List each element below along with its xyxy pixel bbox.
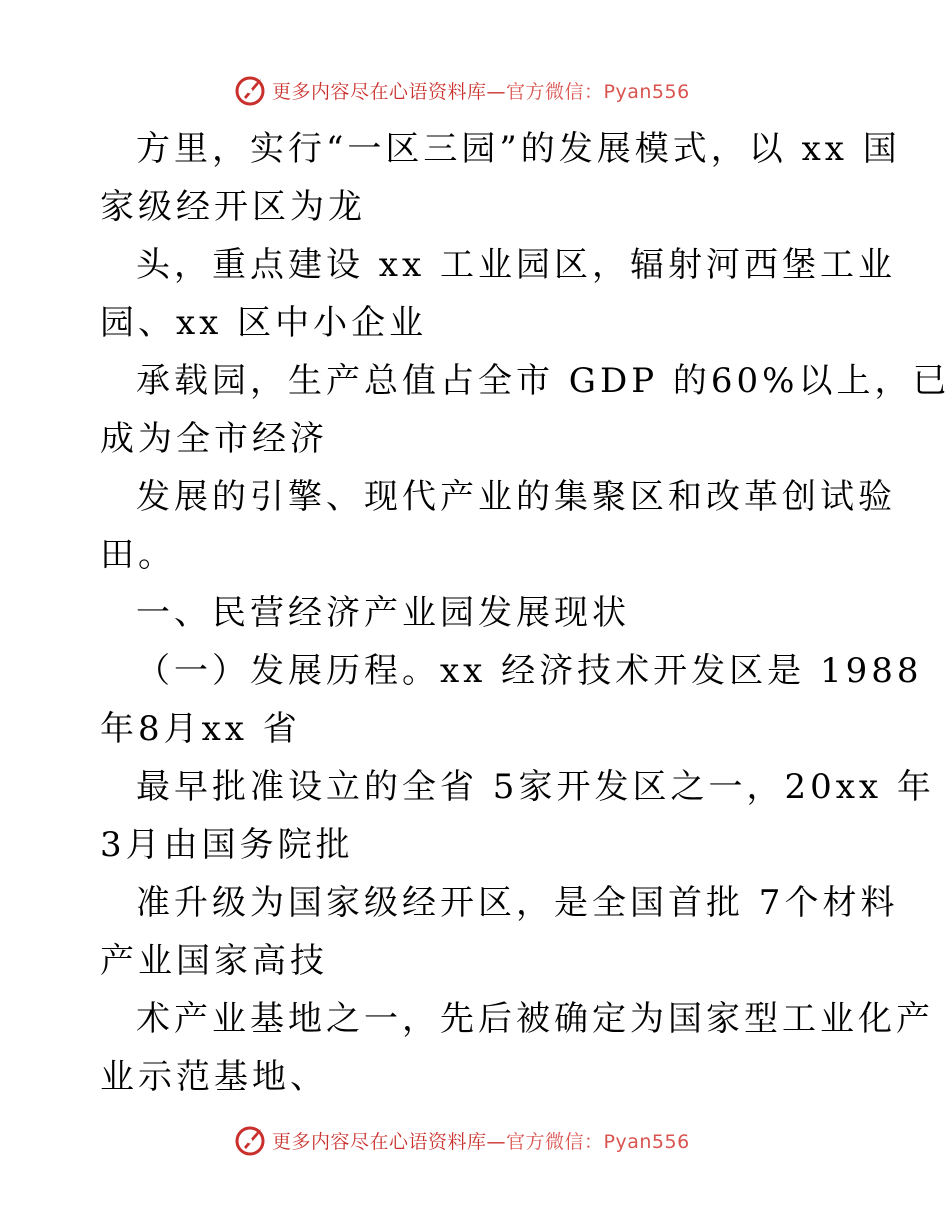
banner-separator: — bbox=[486, 1130, 507, 1153]
text-line: 年8月xx 省 bbox=[100, 709, 301, 749]
text-line: 成为全市经济 bbox=[100, 419, 328, 459]
text-line: 承载园，生产总值占全市 GDP 的60%以上，已 bbox=[136, 361, 950, 401]
banner-wechat-id: Pyan556 bbox=[603, 80, 690, 103]
banner-text bbox=[272, 77, 690, 104]
pen-nib-logo-icon bbox=[234, 73, 268, 107]
text-line: 准升级为国家级经开区，是全国首批 7个材料 bbox=[136, 883, 899, 923]
banner-site-name: 更多内容尽在心语资料库 bbox=[272, 80, 487, 103]
text-line: 术产业基地之一，先后被确定为国家型工业化产 bbox=[136, 999, 934, 1039]
banner-text bbox=[272, 1127, 690, 1154]
text-line: 最早批准设立的全省 5家开发区之一，20xx 年 bbox=[136, 767, 935, 807]
text-line: 发展的引擎、现代产业的集聚区和改革创试验 bbox=[136, 477, 896, 517]
section-heading: 一、民营经济产业园发展现状 bbox=[136, 593, 630, 633]
footer-banner bbox=[234, 1122, 714, 1158]
text-line: （一）发展历程。xx 经济技术开发区是 1988 bbox=[136, 651, 923, 691]
text-line: 头，重点建设 xx 工业园区，辐射河西堡工业 bbox=[136, 245, 896, 285]
banner-separator: — bbox=[486, 80, 507, 103]
text-line: 家级经开区为龙 bbox=[100, 187, 366, 227]
document-body bbox=[100, 120, 950, 1106]
banner-official-label: 官方微信： bbox=[506, 1130, 604, 1153]
text-line: 产业国家高技 bbox=[100, 941, 328, 981]
header-banner bbox=[234, 72, 714, 108]
text-line: 业示范基地、 bbox=[100, 1057, 328, 1097]
text-line: 方里，实行“一区三园”的发展模式，以 xx 国 bbox=[136, 129, 901, 169]
banner-official-label: 官方微信： bbox=[506, 80, 604, 103]
text-line: 3月由国务院批 bbox=[100, 825, 354, 865]
text-line: 园、xx 区中小企业 bbox=[100, 303, 428, 343]
text-line: 田。 bbox=[100, 535, 176, 575]
banner-site-name: 更多内容尽在心语资料库 bbox=[272, 1130, 487, 1153]
pen-nib-logo-icon bbox=[234, 1123, 268, 1157]
banner-wechat-id: Pyan556 bbox=[603, 1130, 690, 1153]
